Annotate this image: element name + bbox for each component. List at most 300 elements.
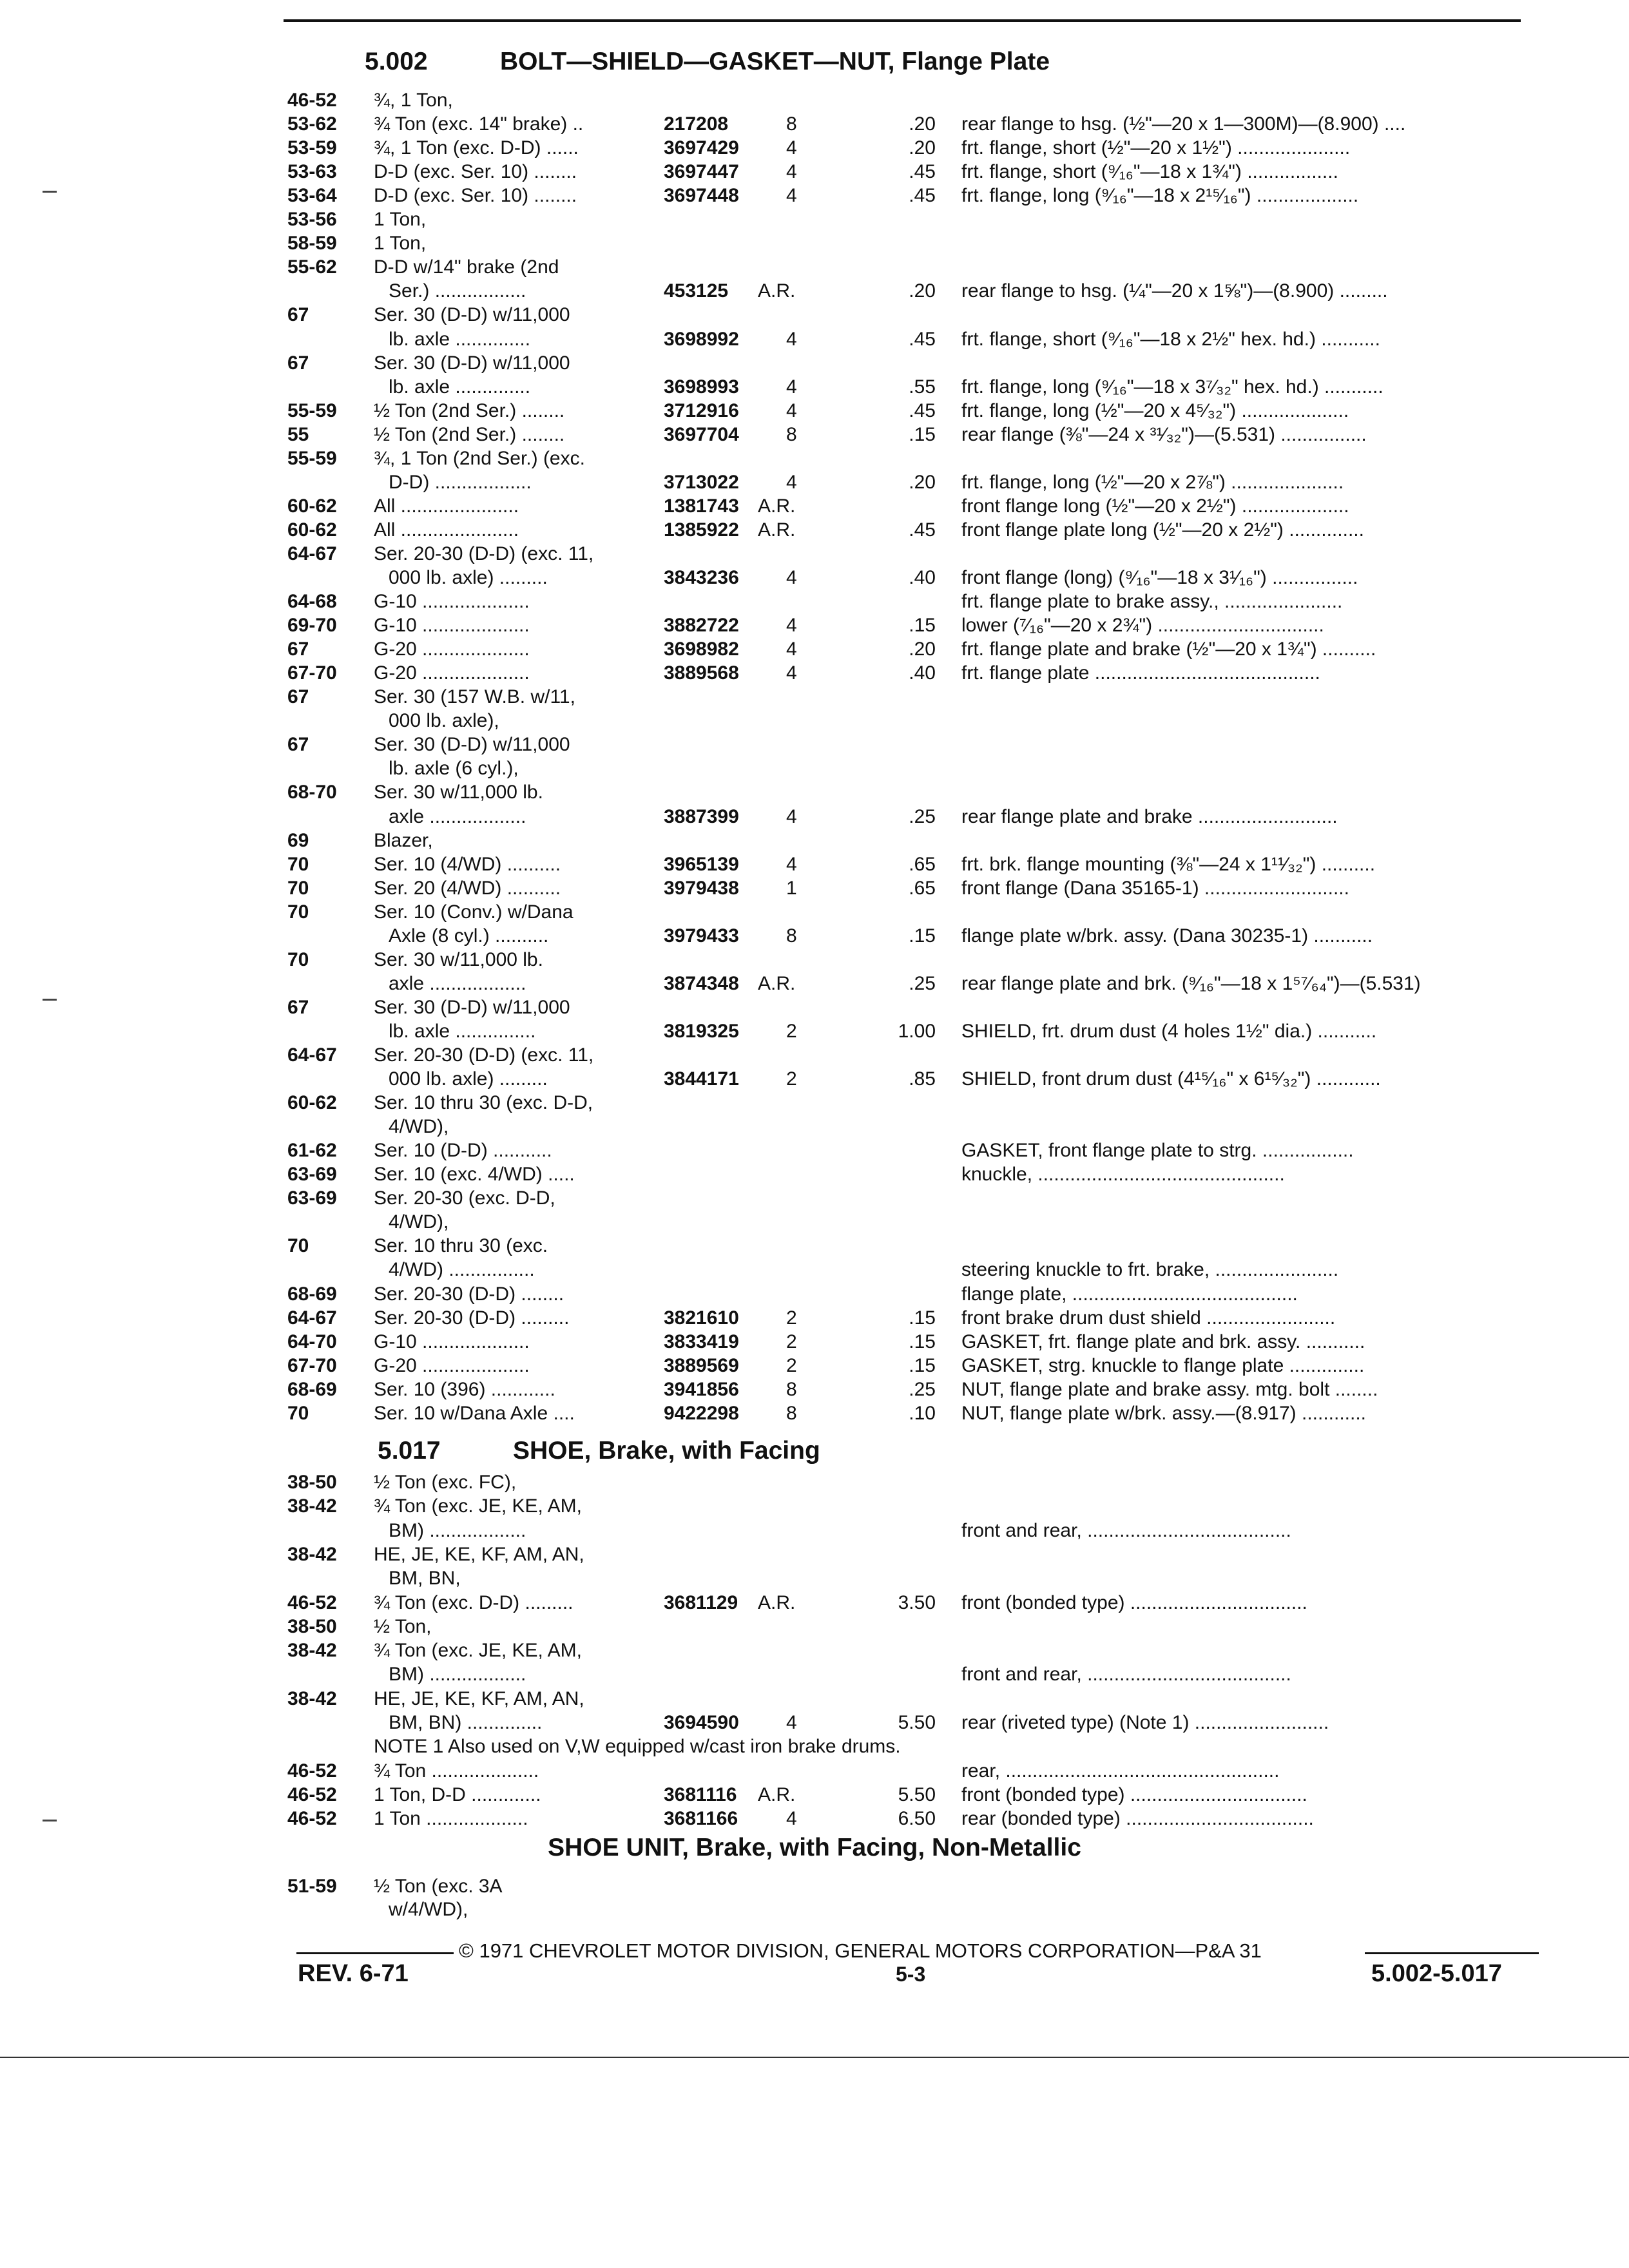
part-number: 9422298	[664, 1402, 739, 1424]
model-years: 67	[287, 996, 309, 1018]
application: HE, JE, KE, KF, AM, AN,	[374, 1543, 584, 1565]
table-row	[0, 1307, 1629, 1330]
table-row	[0, 1163, 1629, 1186]
quantity: 4	[786, 1712, 797, 1733]
quantity: 8	[786, 113, 797, 135]
price: .25	[909, 1378, 936, 1400]
model-years: 67	[287, 639, 309, 660]
table-row	[0, 829, 1629, 852]
table-row	[0, 1783, 1629, 1807]
description: frt. flange, short (⁹⁄₁₆"—18 x 2½" hex. hd.) ...........	[961, 328, 1380, 350]
application: 1 Ton, D-D .............	[374, 1783, 541, 1805]
quantity: 4	[786, 161, 797, 183]
part-number: 3979438	[664, 877, 739, 899]
application: BM) ..................	[389, 1664, 526, 1686]
table-row	[0, 1495, 1629, 1518]
table-row	[0, 1020, 1629, 1043]
description: flange plate w/brk. assy. (Dana 30235-1) ...........	[961, 925, 1373, 947]
description: frt. flange, short (⁹⁄₁₆"—18 x 1¾") .................	[961, 161, 1338, 183]
part-number: 3819325	[664, 1020, 739, 1042]
model-years: 53-62	[287, 113, 337, 135]
model-years: 51-59	[287, 1876, 337, 1897]
model-years: 53-56	[287, 209, 337, 231]
model-years: 55-62	[287, 256, 337, 278]
description: frt. flange, long (⁹⁄₁₆"—18 x 2¹⁵⁄₁₆") ...................	[961, 185, 1359, 207]
quantity: 2	[786, 1307, 797, 1329]
part-number: 3697429	[664, 137, 739, 159]
application: 000 lb. axle),	[389, 710, 499, 732]
table-row	[0, 1875, 1629, 1898]
table-row	[0, 1639, 1629, 1662]
description: rear flange plate and brake ..........................	[961, 805, 1338, 827]
quantity: A.R.	[758, 495, 796, 517]
quantity: 4	[786, 137, 797, 159]
price: 5.50	[898, 1712, 936, 1733]
table-row	[0, 733, 1629, 756]
price: .15	[909, 1354, 936, 1376]
model-years: 70	[287, 877, 309, 899]
model-years: 38-42	[287, 1640, 337, 1662]
table-row	[0, 1567, 1629, 1590]
application: ½ Ton (2nd Ser.) ........	[374, 423, 565, 445]
table-row	[0, 280, 1629, 303]
part-number: 3697448	[664, 185, 739, 207]
model-years: 46-52	[287, 1808, 337, 1830]
table-row	[0, 638, 1629, 661]
price: .20	[909, 639, 936, 660]
quantity: 4	[786, 1808, 797, 1830]
footer-rule-left	[296, 1952, 454, 1954]
note-text: NOTE 1 Also used on V,W equipped w/cast iron brake drums.	[374, 1736, 901, 1758]
quantity: 4	[786, 615, 797, 637]
table-row	[0, 184, 1629, 207]
table-row	[0, 709, 1629, 733]
model-years: 46-52	[287, 90, 337, 111]
price: .40	[909, 662, 936, 684]
revision-label: REV. 6-71	[298, 1960, 409, 1987]
part-number: 3694590	[664, 1712, 739, 1733]
quantity: 4	[786, 471, 797, 493]
application: HE, JE, KE, KF, AM, AN,	[374, 1687, 584, 1709]
model-years: 70	[287, 853, 309, 875]
model-years: 60-62	[287, 495, 337, 517]
model-years: 38-50	[287, 1472, 337, 1493]
table-row	[0, 471, 1629, 494]
table-row	[0, 757, 1629, 780]
application: Ser. 30 w/11,000 lb.	[374, 948, 543, 970]
table-row	[0, 686, 1629, 709]
table-row	[0, 519, 1629, 542]
part-number: 3713022	[664, 471, 739, 493]
application: axle ..................	[389, 805, 526, 827]
application: G-20 ....................	[374, 662, 530, 684]
table-row	[0, 1591, 1629, 1615]
application: ¾, 1 Ton (2nd Ser.) (exc.	[374, 447, 585, 469]
page-number: 5-3	[896, 1963, 926, 1986]
table-row	[0, 1687, 1629, 1711]
description: front flange (Dana 35165-1) ...........................	[961, 877, 1349, 899]
model-years: 55-59	[287, 447, 337, 469]
description: rear, ...................................................	[961, 1760, 1280, 1782]
application: Ser. 30 (D-D) w/11,000	[374, 304, 570, 326]
table-row	[0, 1235, 1629, 1258]
description: frt. brk. flange mounting (⅜"—24 x 1¹¹⁄₃₂") ..........	[961, 853, 1376, 875]
application: ¾ Ton (exc. JE, KE, AM,	[374, 1640, 582, 1662]
application: D-D) ..................	[389, 471, 532, 493]
table-row	[0, 948, 1629, 972]
part-number: 3874348	[664, 972, 739, 994]
model-years: 70	[287, 948, 309, 970]
quantity: 1	[786, 877, 797, 899]
price: .15	[909, 1307, 936, 1329]
section-title: SHOE, Brake, with Facing	[513, 1437, 820, 1465]
description: steering knuckle to frt. brake, .......................	[961, 1259, 1339, 1281]
description: frt. flange, long (½"—20 x 2⅞") .....................	[961, 471, 1344, 493]
table-row	[0, 1283, 1629, 1306]
part-number: 3681166	[664, 1808, 738, 1830]
description: rear (riveted type) (Note 1) .........................	[961, 1712, 1329, 1733]
table-row	[0, 925, 1629, 948]
table-row	[0, 160, 1629, 184]
table-row	[0, 1139, 1629, 1162]
section-heading-5002	[365, 48, 1050, 76]
model-years: 64-67	[287, 1044, 337, 1066]
description: frt. flange, short (½"—20 x 1½") .....................	[961, 137, 1351, 159]
model-years: 67-70	[287, 662, 337, 684]
table-row	[0, 113, 1629, 136]
application: BM) ..................	[389, 1519, 526, 1541]
table-row	[0, 1471, 1629, 1494]
table-row	[0, 1115, 1629, 1139]
quantity: 2	[786, 1068, 797, 1090]
application: Ser. 30 (D-D) w/11,000	[374, 996, 570, 1018]
price: .15	[909, 615, 936, 637]
application: G-20 ....................	[374, 639, 530, 660]
quantity: 2	[786, 1020, 797, 1042]
table-row	[0, 1760, 1629, 1783]
application: Ser. 10 (D-D) ...........	[374, 1140, 552, 1162]
application: D-D w/14" brake (2nd	[374, 256, 559, 278]
description: NUT, flange plate w/brk. assy.—(8.917) ............	[961, 1402, 1367, 1424]
application: Ser. 20-30 (D-D) ........	[374, 1283, 564, 1305]
part-number: 3821610	[664, 1307, 739, 1329]
table-row	[0, 1187, 1629, 1210]
application: G-20 ....................	[374, 1354, 530, 1376]
section-heading-5017	[378, 1437, 820, 1465]
description: rear flange to hsg. (¼"—20 x 1⅝")—(8.900) .........	[961, 280, 1388, 302]
price: .65	[909, 877, 936, 899]
application: All ......................	[374, 495, 519, 517]
model-years: 46-52	[287, 1591, 337, 1613]
price: .20	[909, 280, 936, 302]
model-years: 68-69	[287, 1378, 337, 1400]
top-rule	[284, 19, 1521, 22]
part-number: 453125	[664, 280, 729, 302]
quantity: 8	[786, 1378, 797, 1400]
price: .40	[909, 567, 936, 588]
table-row	[0, 662, 1629, 685]
description: NUT, flange plate and brake assy. mtg. bolt ........	[961, 1378, 1378, 1400]
table-row	[0, 781, 1629, 804]
model-years: 68-70	[287, 782, 337, 803]
table-row	[0, 208, 1629, 231]
description: SHIELD, front drum dust (4¹⁵⁄₁₆" x 6¹⁵⁄₃₂") ............	[961, 1068, 1381, 1090]
application: ¾, 1 Ton,	[374, 90, 453, 111]
table-row	[0, 256, 1629, 279]
quantity: 4	[786, 662, 797, 684]
table-row	[0, 1402, 1629, 1425]
description: front brake drum dust shield ........................	[961, 1307, 1336, 1329]
table-row	[0, 137, 1629, 160]
part-number: 3887399	[664, 805, 739, 827]
quantity: 8	[786, 423, 797, 445]
description: front (bonded type) .................................	[961, 1783, 1307, 1805]
price: .45	[909, 328, 936, 350]
application: All ......................	[374, 519, 519, 541]
price: .20	[909, 137, 936, 159]
quantity: 4	[786, 185, 797, 207]
part-number: 1385922	[664, 519, 739, 541]
quantity: 8	[786, 925, 797, 947]
table-row	[0, 1378, 1629, 1401]
quantity: A.R.	[758, 1591, 796, 1613]
part-number: 3889569	[664, 1354, 739, 1376]
bottom-rule	[0, 2057, 1629, 2058]
quantity: A.R.	[758, 972, 796, 994]
application: Ser. 10 thru 30 (exc. D-D,	[374, 1092, 593, 1114]
application: ¾ Ton (exc. 14" brake) ..	[374, 113, 584, 135]
application: BM, BN) ..............	[389, 1712, 543, 1733]
table-row	[0, 303, 1629, 327]
table-row	[0, 805, 1629, 829]
application: Ser. 10 w/Dana Axle ....	[374, 1402, 575, 1424]
table-row	[0, 614, 1629, 637]
table-row	[0, 1091, 1629, 1115]
description: frt. flange plate and brake (½"—20 x 1¾") ..........	[961, 639, 1376, 660]
application: Ser. 20-30 (exc. D-D,	[374, 1187, 555, 1209]
description: frt. flange, long (½"—20 x 4⁵⁄₃₂") ....................	[961, 399, 1349, 421]
model-years: 46-52	[287, 1783, 337, 1805]
model-years: 64-70	[287, 1331, 337, 1352]
part-number: 3882722	[664, 615, 739, 637]
part-number: 3833419	[664, 1331, 739, 1352]
section-number: 5.017	[378, 1437, 441, 1465]
price: .45	[909, 399, 936, 421]
model-years: 38-50	[287, 1615, 337, 1637]
price: .15	[909, 925, 936, 947]
table-row	[0, 1519, 1629, 1542]
application: 000 lb. axle) .........	[389, 1068, 548, 1090]
application: Blazer,	[374, 829, 433, 851]
application: Ser. 20-30 (D-D) .........	[374, 1307, 570, 1329]
table-row	[0, 447, 1629, 470]
quantity: 4	[786, 376, 797, 398]
application: Ser. 20-30 (D-D) (exc. 11,	[374, 543, 594, 564]
application: 4/WD),	[389, 1116, 449, 1138]
part-number: 3712916	[664, 399, 739, 421]
quantity: 4	[786, 567, 797, 588]
model-years: 58-59	[287, 233, 337, 255]
description: flange plate, ..........................................	[961, 1283, 1298, 1305]
application: Axle (8 cyl.) ..........	[389, 925, 549, 947]
table-row	[0, 1331, 1629, 1354]
application: Ser. 20 (4/WD) ..........	[374, 877, 561, 899]
part-number: 3889568	[664, 662, 739, 684]
table-row	[0, 543, 1629, 566]
part-number: 3941856	[664, 1378, 739, 1400]
application: Ser. 30 (157 W.B. w/11,	[374, 686, 575, 708]
table-row	[0, 495, 1629, 518]
model-years: 70	[287, 901, 309, 923]
table-row	[0, 1711, 1629, 1735]
model-years: 38-42	[287, 1543, 337, 1565]
model-years: 64-67	[287, 1307, 337, 1329]
application: Ser. 20-30 (D-D) (exc. 11,	[374, 1044, 594, 1066]
table-row	[0, 972, 1629, 995]
price: .65	[909, 853, 936, 875]
part-number: 3697704	[664, 423, 739, 445]
application: 1 Ton,	[374, 209, 427, 231]
part-number: 3681116	[664, 1783, 737, 1805]
table-row	[0, 877, 1629, 900]
application: Ser. 10 (4/WD) ..........	[374, 853, 561, 875]
description: front and rear, ......................................	[961, 1664, 1291, 1686]
part-number: 3697447	[664, 161, 739, 183]
application: ¾ Ton ....................	[374, 1760, 539, 1782]
price: 6.50	[898, 1808, 936, 1830]
table-row	[0, 566, 1629, 590]
application: G-10 ....................	[374, 1331, 530, 1352]
price: .10	[909, 1402, 936, 1424]
application: Ser. 10 (396) ............	[374, 1378, 555, 1400]
application: D-D (exc. Ser. 10) ........	[374, 161, 577, 183]
description: GASKET, frt. flange plate and brk. assy. ...........	[961, 1331, 1365, 1352]
model-years: 46-52	[287, 1760, 337, 1782]
application: 1 Ton ...................	[374, 1808, 528, 1830]
application: ¾ Ton (exc. D-D) .........	[374, 1591, 574, 1613]
table-row	[0, 1898, 1629, 1921]
part-number: 3843236	[664, 567, 739, 588]
application: Ser. 10 (Conv.) w/Dana	[374, 901, 574, 923]
table-row	[0, 376, 1629, 399]
section-heading-shoe-unit: SHOE UNIT, Brake, with Facing, Non-Metallic	[548, 1834, 1081, 1861]
model-years: 67	[287, 734, 309, 756]
application: 4/WD) ................	[389, 1259, 535, 1281]
part-number: 3698992	[664, 328, 739, 350]
model-years: 67	[287, 686, 309, 708]
application: w/4/WD),	[389, 1899, 468, 1920]
model-years: 38-42	[287, 1687, 337, 1709]
table-row	[0, 399, 1629, 423]
description: frt. flange, long (⁹⁄₁₆"—18 x 3⁷⁄₃₂" hex. hd.) ...........	[961, 376, 1383, 398]
application: lb. axle ...............	[389, 1020, 536, 1042]
application: lb. axle (6 cyl.),	[389, 758, 519, 780]
table-row	[0, 1663, 1629, 1686]
description: frt. flange plate to brake assy., ......................	[961, 591, 1343, 613]
quantity: A.R.	[758, 280, 796, 302]
application: ½ Ton (exc. FC),	[374, 1472, 517, 1493]
description: rear flange to hsg. (½"—20 x 1—300M)—(8.900) ....	[961, 113, 1406, 135]
price: 3.50	[898, 1591, 936, 1613]
application: ½ Ton (exc. 3A	[374, 1876, 503, 1897]
table-row	[0, 853, 1629, 876]
part-number: 1381743	[664, 495, 739, 517]
model-years: 67	[287, 304, 309, 326]
application: lb. axle ..............	[389, 376, 531, 398]
application: 000 lb. axle) .........	[389, 567, 548, 588]
application: D-D (exc. Ser. 10) ........	[374, 185, 577, 207]
section-title: BOLT—SHIELD—GASKET—NUT, Flange Plate	[500, 48, 1050, 75]
application: G-10 ....................	[374, 615, 530, 637]
model-years: 64-68	[287, 591, 337, 613]
model-years: 69	[287, 829, 309, 851]
table-row	[0, 1211, 1629, 1234]
quantity: 2	[786, 1331, 797, 1352]
description: front flange plate long (½"—20 x 2½") ..............	[961, 519, 1364, 541]
quantity: 4	[786, 399, 797, 421]
description: front flange (long) (⁹⁄₁₆"—18 x 3¹⁄₁₆") ................	[961, 567, 1358, 588]
price: .45	[909, 161, 936, 183]
model-years: 67	[287, 352, 309, 374]
application: ¾, 1 Ton (exc. D-D) ......	[374, 137, 579, 159]
price: 5.50	[898, 1783, 936, 1805]
application: G-10 ....................	[374, 591, 530, 613]
description: SHIELD, frt. drum dust (4 holes 1½" dia.) ...........	[961, 1020, 1377, 1042]
table-row	[0, 590, 1629, 613]
price: .20	[909, 471, 936, 493]
application: Ser.) .................	[389, 280, 526, 302]
price: .85	[909, 1068, 936, 1090]
table-row	[0, 1258, 1629, 1282]
table-row	[0, 89, 1629, 112]
section-range: 5.002-5.017	[1371, 1960, 1502, 1987]
description: front (bonded type) .................................	[961, 1591, 1307, 1613]
application: ¾ Ton (exc. JE, KE, AM,	[374, 1495, 582, 1517]
model-years: 53-64	[287, 185, 337, 207]
application: ½ Ton,	[374, 1615, 432, 1637]
price: 1.00	[898, 1020, 936, 1042]
quantity: 8	[786, 1402, 797, 1424]
description: lower (⁷⁄₁₆"—20 x 2¾") ...............................	[961, 615, 1324, 637]
quantity: 4	[786, 639, 797, 660]
model-years: 60-62	[287, 519, 337, 541]
model-years: 53-63	[287, 161, 337, 183]
table-row	[0, 232, 1629, 255]
part-number: 3844171	[664, 1068, 739, 1090]
footer-rule-right	[1365, 1952, 1539, 1954]
table-row	[0, 901, 1629, 924]
model-years: 68-69	[287, 1283, 337, 1305]
description: rear (bonded type) ...................................	[961, 1808, 1314, 1830]
application: Ser. 30 (D-D) w/11,000	[374, 734, 570, 756]
application: ½ Ton (2nd Ser.) ........	[374, 399, 565, 421]
application: 1 Ton,	[374, 233, 427, 255]
table-row	[0, 1807, 1629, 1831]
model-years: 55-59	[287, 399, 337, 421]
part-number: 3979433	[664, 925, 739, 947]
part-number: 3698993	[664, 376, 739, 398]
model-years: 55	[287, 423, 309, 445]
model-years: 38-42	[287, 1495, 337, 1517]
model-years: 61-62	[287, 1140, 337, 1162]
quantity: 2	[786, 1354, 797, 1376]
description: front flange long (½"—20 x 2½") ....................	[961, 495, 1349, 517]
model-years: 70	[287, 1402, 309, 1424]
quantity: A.R.	[758, 1783, 796, 1805]
description: knuckle, ..............................................	[961, 1164, 1285, 1186]
copyright-line: © 1971 CHEVROLET MOTOR DIVISION, GENERAL MOTORS CORPORATION—P&A 31	[459, 1939, 1262, 1962]
price: .45	[909, 519, 936, 541]
